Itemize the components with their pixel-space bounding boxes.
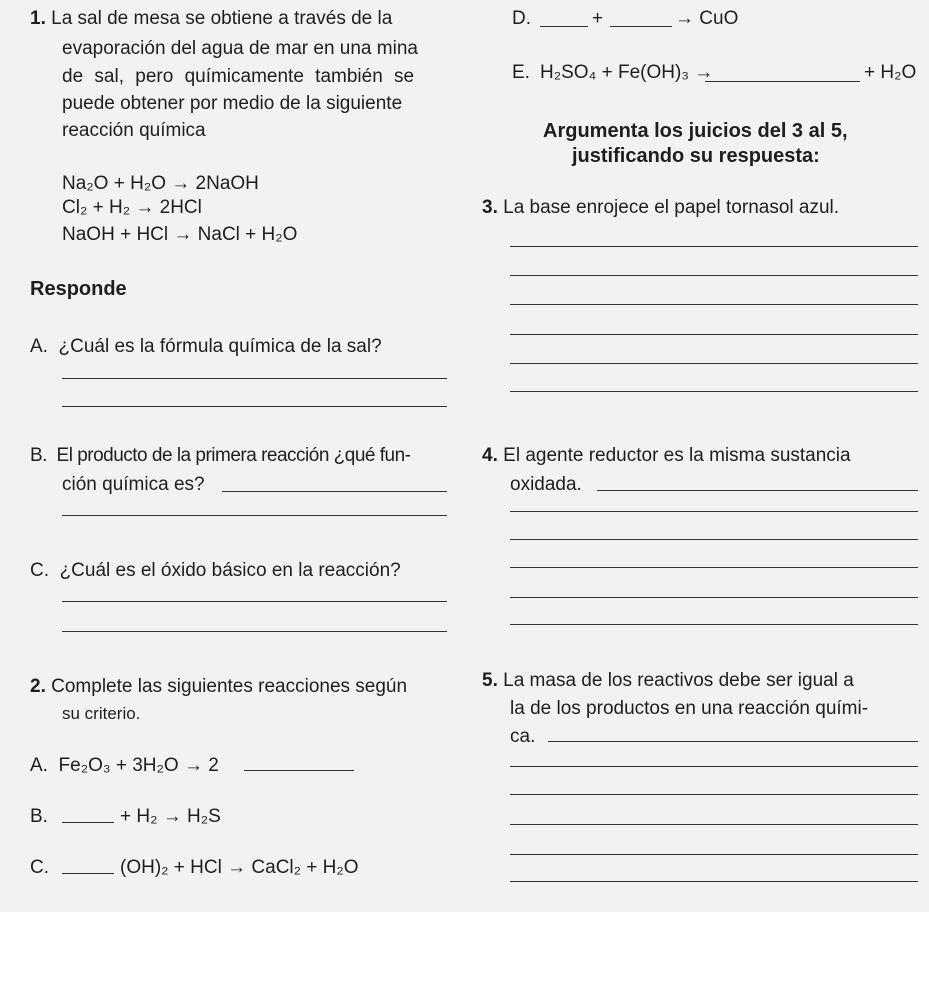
q5-line-2: la de los productos en una reacción quími- — [510, 698, 869, 719]
equation-1: Na₂O + H₂O → 2NaOH — [62, 173, 259, 194]
q2-text: Complete las siguientes reacciones según — [51, 676, 408, 697]
answer-blank[interactable] — [705, 81, 860, 82]
q3-text: La base enrojece el papel tornasol azul. — [503, 197, 840, 218]
q2-item-a — [30, 755, 219, 777]
q5-text: La masa de los reactivos debe ser igual a — [503, 670, 854, 691]
q2-item-b: B. — [30, 806, 48, 827]
q2-item-c-formula: (OH)₂ + HCl → CaCl₂ + H₂O — [120, 857, 359, 878]
q3-number: 3. — [482, 197, 498, 218]
q2-line-1 — [30, 676, 407, 698]
q4-text: El agente reductor es la misma sustancia — [503, 445, 851, 466]
q1-line-1 — [30, 8, 392, 30]
answer-line[interactable] — [510, 391, 918, 392]
answer-line[interactable] — [510, 511, 918, 512]
argumenta-heading-1: Argumenta los juicios del 3 al 5, — [543, 120, 848, 142]
q-e-product: + H₂O — [864, 62, 917, 83]
q1-number: 1. — [30, 8, 46, 29]
q5-line-1 — [482, 670, 854, 692]
answer-line[interactable] — [510, 304, 918, 305]
answer-line[interactable] — [510, 766, 918, 767]
answer-line[interactable] — [510, 334, 918, 335]
argumenta-heading-2: justificando su respuesta: — [572, 145, 820, 167]
answer-line[interactable] — [62, 406, 447, 407]
answer-line[interactable] — [222, 491, 447, 492]
qc-label: C. — [30, 560, 49, 581]
answer-line[interactable] — [510, 881, 918, 882]
qb-label: B. — [30, 445, 47, 466]
question-b — [30, 445, 411, 467]
answer-line[interactable] — [510, 567, 918, 568]
equation-2: Cl₂ + H₂ → 2HCl — [62, 197, 202, 218]
answer-line[interactable] — [510, 794, 918, 795]
q5-line-3: ca. — [510, 726, 536, 747]
answer-line[interactable] — [62, 601, 447, 602]
question-c — [30, 560, 401, 582]
q1-line-3: de sal, pero químicamente también se — [62, 66, 415, 87]
qa-text: ¿Cuál es la fórmula química de la sal? — [58, 336, 382, 357]
question-a — [30, 336, 382, 358]
answer-line[interactable] — [548, 741, 918, 742]
answer-blank[interactable] — [62, 822, 114, 823]
qa-label: A. — [30, 336, 48, 357]
item-label: A. — [30, 755, 48, 776]
answer-line[interactable] — [510, 275, 918, 276]
q-d-plus: + — [592, 8, 604, 29]
qb-text: El producto de la primera reacción ¿qué fun- — [56, 445, 411, 466]
q-e-label: E. — [512, 62, 530, 83]
answer-blank[interactable] — [610, 26, 672, 27]
answer-line[interactable] — [510, 624, 918, 625]
answer-line[interactable] — [510, 824, 918, 825]
answer-line[interactable] — [510, 246, 918, 247]
responde-heading: Responde — [30, 278, 127, 300]
answer-blank[interactable] — [540, 26, 588, 27]
answer-line[interactable] — [510, 363, 918, 364]
q1-line-2: evaporación del agua de mar en una mina — [62, 38, 418, 59]
answer-blank[interactable] — [244, 770, 354, 771]
answer-blank[interactable] — [62, 873, 114, 874]
answer-line[interactable] — [510, 539, 918, 540]
q-d-label: D. — [512, 8, 531, 29]
answer-line[interactable] — [597, 490, 918, 491]
q4-line-1 — [482, 445, 851, 467]
q2-item-c: C. — [30, 857, 49, 878]
qc-text: ¿Cuál es el óxido básico en la reacción? — [59, 560, 401, 581]
q1-line-4: puede obtener por medio de la siguiente — [62, 93, 403, 114]
q-d-product: → CuO — [675, 8, 739, 29]
answer-line[interactable] — [510, 854, 918, 855]
q-e-formula: H₂SO₄ + Fe(OH)₃ → — [540, 62, 714, 83]
answer-line[interactable] — [510, 597, 918, 598]
q2-number: 2. — [30, 676, 46, 697]
answer-line[interactable] — [62, 631, 447, 632]
q1-text: La sal de mesa se obtiene a través de la — [51, 8, 393, 29]
q1-line-5: reacción química — [62, 120, 206, 141]
q2-item-b-formula: + H₂ → H₂S — [120, 806, 221, 827]
q4-number: 4. — [482, 445, 498, 466]
q2-line-2: su criterio. — [62, 704, 141, 723]
q5-number: 5. — [482, 670, 498, 691]
equation-3: NaOH + HCl → NaCl + H₂O — [62, 224, 298, 245]
q3 — [482, 197, 839, 219]
answer-line[interactable] — [62, 378, 447, 379]
answer-line[interactable] — [62, 515, 447, 516]
item-formula: Fe₂O₃ + 3H₂O → 2 — [58, 755, 219, 776]
question-b-line-2: ción química es? — [62, 474, 205, 495]
q4-line-2: oxidada. — [510, 474, 582, 495]
